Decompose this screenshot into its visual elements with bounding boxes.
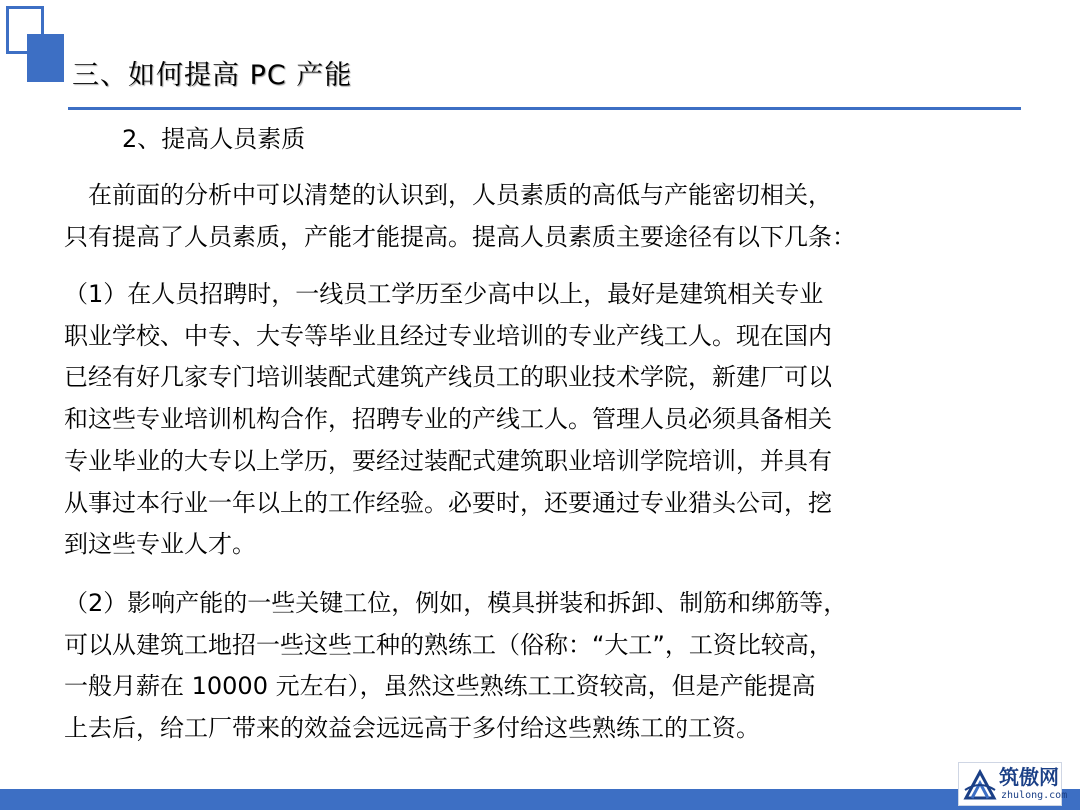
item-2-line: 一般月薪在 10000 元左右），虽然这些熟练工工资较高，但是产能提高	[64, 672, 816, 701]
item-1-line: 职业学校、中专、大专等毕业且经过专业培训的专业产线工人。现在国内	[64, 321, 832, 350]
intro-line: 在前面的分析中可以清楚的认识到，人员素质的高低与产能密切相关，	[64, 181, 832, 209]
logo-mark-icon	[963, 768, 997, 802]
intro-paragraph	[64, 175, 856, 258]
corner-decoration-solid	[27, 34, 64, 82]
slide-title: 三、如何提高 PC 产能	[72, 60, 353, 91]
title-divider	[68, 107, 1021, 110]
logo-name: 筑傲网	[999, 765, 1059, 789]
item-1-line: 从事过本行业一年以上的工作经验。必要时，还要通过专业猎头公司，挖	[64, 488, 832, 517]
section-heading: 2、提高人员素质	[122, 125, 306, 153]
item-1-line: 专业毕业的大专以上学历，要经过装配式建筑职业培训学院培训，并具有	[64, 446, 832, 475]
item-2-line: （2）影响产能的一些关键工位，例如，模具拼装和拆卸、制筋和绑筋等，	[64, 589, 848, 617]
item-1-paragraph	[64, 274, 832, 566]
item-2-line: 上去后，给工厂带来的效益会远远高于多付给这些熟练工的工资。	[64, 714, 760, 743]
item-1-line: 已经有好几家专门培训装配式建筑产线员工的职业技术学院，新建厂可以	[64, 363, 832, 392]
intro-line: 只有提高了人员素质，产能才能提高。提高人员素质主要途径有以下几条：	[64, 222, 856, 251]
watermark-logo	[958, 762, 1068, 806]
item-1-line: 到这些专业人才。	[64, 530, 256, 559]
item-2-line: 可以从建筑工地招一些这些工种的熟练工（俗称：“大工”，工资比较高，	[64, 630, 833, 659]
item-2-paragraph	[64, 583, 847, 750]
item-1-line: 和这些专业培训机构合作，招聘专业的产线工人。管理人员必须具备相关	[64, 405, 832, 434]
bottom-bar	[0, 789, 1080, 810]
logo-domain: zhulong.com	[1001, 790, 1068, 801]
item-1-line: （1）在人员招聘时，一线员工学历至少高中以上，最好是建筑相关专业	[64, 280, 824, 308]
